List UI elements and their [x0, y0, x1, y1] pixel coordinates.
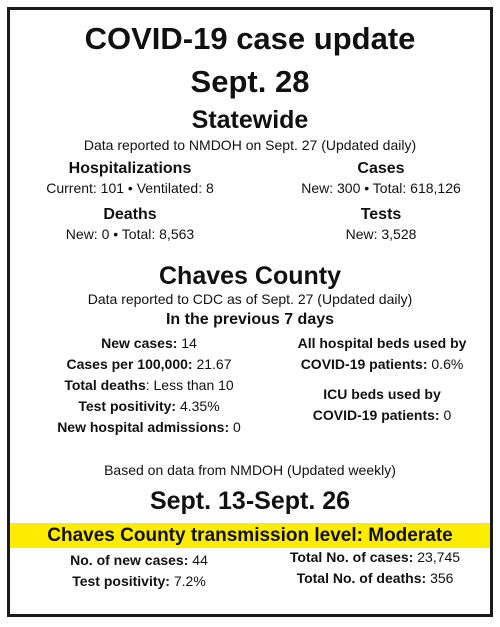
hospitalizations-block	[10, 159, 250, 197]
county-period: In the previous 7 days	[165, 311, 335, 328]
hospitalizations-value: Current: 101 • Ventilated: 8	[46, 180, 214, 196]
update-date: Sept. 28	[190, 64, 310, 99]
weekly-range: Sept. 13-Sept. 26	[149, 487, 351, 515]
weekly-right-stats	[260, 547, 490, 589]
county-stat-row: New hospital admissions: 0	[57, 419, 241, 435]
weekly-total-deaths: Total No. of deaths: 356	[296, 570, 454, 586]
county-stat-row: New cases: 14	[101, 335, 197, 351]
hospital-beds-line1: All hospital beds used by	[297, 335, 467, 351]
icu-beds-block	[272, 384, 492, 426]
page-title: COVID-19 case update	[84, 21, 416, 56]
icu-beds-line1: ICU beds used by	[323, 386, 441, 402]
county-stat-row: Total deaths: Less than 10	[64, 377, 234, 393]
county-left-stats	[24, 333, 274, 438]
weekly-new-cases: No. of new cases: 44	[70, 552, 208, 568]
icu-beds-line2: COVID-19 patients: 0	[312, 407, 452, 423]
county-heading: Chaves County	[159, 262, 341, 290]
county-stat-row: Test positivity: 4.35%	[78, 398, 220, 414]
tests-label: Tests	[360, 206, 402, 223]
cases-label: Cases	[357, 160, 405, 177]
hospitalizations-label: Hospitalizations	[68, 160, 192, 177]
deaths-label: Deaths	[103, 206, 157, 223]
cases-value: New: 300 • Total: 618,126	[301, 180, 461, 196]
deaths-value: New: 0 • Total: 8,563	[65, 226, 195, 242]
deaths-block	[10, 205, 250, 243]
weekly-total-cases: Total No. of cases: 23,745	[289, 549, 461, 565]
transmission-level-banner: Chaves County transmission level: Moderate	[10, 523, 490, 548]
cases-block	[272, 159, 490, 197]
bulletin-frame	[7, 7, 493, 617]
hospital-beds-line2: COVID-19 patients: 0.6%	[300, 356, 464, 372]
county-stat-row: Cases per 100,000: 21.67	[66, 356, 232, 372]
weekly-left-stats	[24, 550, 254, 592]
county-source: Data reported to CDC as of Sept. 27 (Updated daily)	[87, 291, 413, 307]
tests-value: New: 3,528	[345, 226, 417, 242]
hospital-beds-block	[272, 333, 492, 375]
tests-block	[272, 205, 490, 243]
statewide-heading: Statewide	[191, 106, 309, 134]
weekly-test-positivity: Test positivity: 7.2%	[72, 573, 206, 589]
weekly-source: Based on data from NMDOH (Updated weekly)	[104, 462, 396, 478]
statewide-source: Data reported to NMDOH on Sept. 27 (Updated daily)	[83, 137, 417, 153]
